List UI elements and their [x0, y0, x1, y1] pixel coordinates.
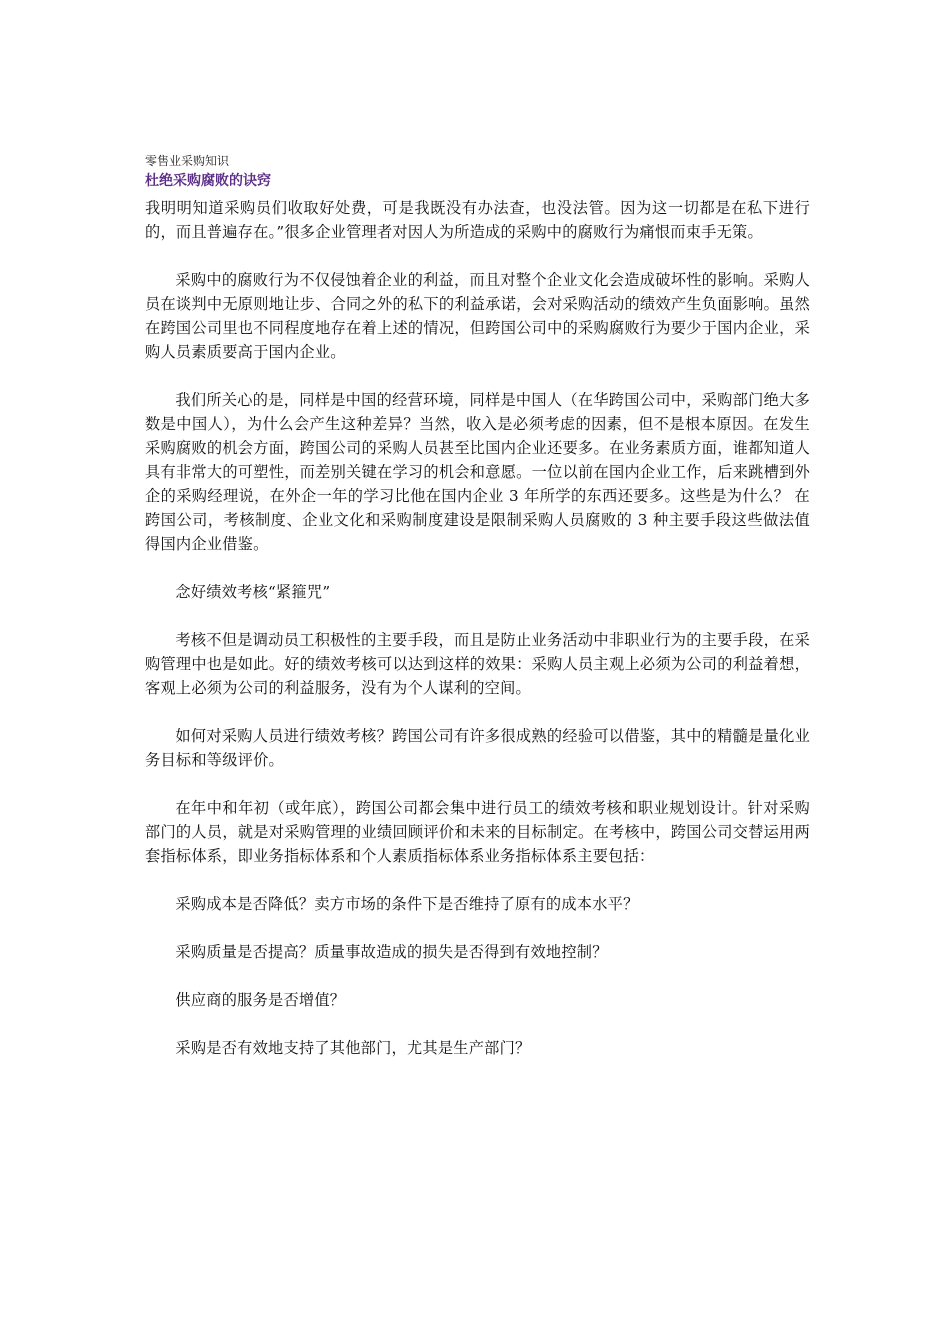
paragraph-1: 我明明知道采购员们收取好处费，可是我既没有办法查，也没法管。因为这一切都是在私下进行的，而且普遍存在。”很多企业管理者对因人为所造成的采购中的腐败行为痛恨而束手无策。 [145, 199, 810, 241]
section-heading: 念好绩效考核“紧箍咒” [175, 583, 331, 601]
list-item-support: 采购是否有效地支持了其他部门，尤其是生产部门？ [175, 1039, 531, 1057]
document-category: 零售业采购知识 [145, 154, 230, 168]
paragraph-6: 在年中和年初（或年底），跨国公司都会集中进行员工的绩效考核和职业规划设计。针对采购部门的人员，就是对采购管理的业绩回顾评价和未来的目标制定。在考核中，跨国公司交替运用两套指标体系，即业务指标体系和个人素质指标体系业务指标体系主要包括： [145, 799, 810, 865]
list-item-cost: 采购成本是否降低？卖方市场的条件下是否维持了原有的成本水平？ [175, 895, 639, 913]
paragraph-5: 如何对采购人员进行绩效考核？跨国公司有许多很成熟的经验可以借鉴，其中的精髓是量化业务目标和等级评价。 [145, 727, 810, 769]
document-title: 杜绝采购腐败的诀窍 [145, 173, 271, 189]
list-item-service: 供应商的服务是否增值？ [175, 991, 346, 1009]
paragraph-4: 考核不但是调动员工积极性的主要手段，而且是防止业务活动中非职业行为的主要手段，在采购管理中也是如此。好的绩效考核可以达到这样的效果：采购人员主观上必须为公司的利益着想，客观上必须为公司的利益服务，没有为个人谋利的空间。 [145, 631, 810, 697]
document-page [145, 152, 810, 1084]
list-item-quality: 采购质量是否提高？质量事故造成的损失是否得到有效地控制？ [175, 943, 608, 961]
paragraph-2: 采购中的腐败行为不仅侵蚀着企业的利益，而且对整个企业文化会造成破坏性的影响。采购人员在谈判中无原则地让步、合同之外的私下的利益承诺，会对采购活动的绩效产生负面影响。虽然在跨国公司里也不同程度地存在着上述的情况，但跨国公司中的采购腐败行为要少于国内企业，采购人员素质要高于国内企业。 [145, 271, 810, 361]
paragraph-3: 我们所关心的是，同样是中国的经营环境，同样是中国人（在华跨国公司中，采购部门绝大多数是中国人），为什么会产生这种差异？当然，收入是必须考虑的因素，但不是根本原因。在发生采购腐败的机会方面，跨国公司的采购人员甚至比国内企业还要多。在业务素质方面，谁都知道人具有非常大的可塑性，而差别关键在学习的机会和意愿。一位以前在国内企业工作，后来跳槽到外企的采购经理说，在外企一年的学习比他在国内企业 3 年所学的东西还要多。这些是为什么？ 在跨国公司，考核制度、企业文化和采购制度建设是限制采购人员腐败的 3 种主要手段这些做法值得国内企业借鉴。 [145, 391, 810, 553]
